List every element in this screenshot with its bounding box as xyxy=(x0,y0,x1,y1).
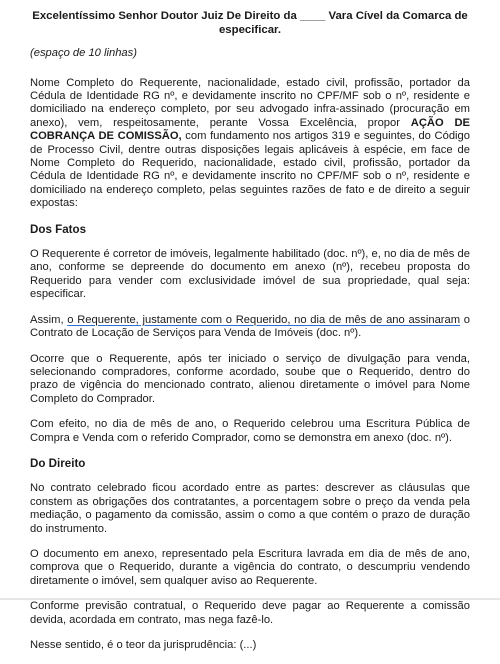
intro-paragraph xyxy=(30,77,470,211)
facts-p2-start: Assim, xyxy=(30,313,68,326)
law-paragraph-1: No contrato celebrado ficou acordado entre as partes: descrever as cláusulas que constem as obrigações dos contratantes, a porcentagem sobre o preço da venda pela mediação, o pagamento da comissão, assim o como a que contém o prazo de duração do instrumento. xyxy=(30,482,470,535)
facts-p2-highlight: o Requerente, justamente com o Requerido, no dia de mês de ano assinaram xyxy=(67,313,461,326)
facts-p2-end: o Contrato de Locação de Serviços para Venda de Imóveis (doc. nº). xyxy=(30,313,470,340)
facts-paragraph-2 xyxy=(30,314,470,341)
intro-text-end: com fundamento nos artigos 319 e seguintes, do Código de Processo Civil, dentre outras disposições legais aplicáveis à espécie, em face de Nome Completo do Requerido, nacionalidade, estado civil, profissão, portador da Cédula de Identidade RG nº, e devidamente inscrito no CPF/MF sob o nº, residente e domiciliado na endereço completo, pelas seguintes razões de fato e de direito a seguir expostas: xyxy=(30,130,470,210)
law-paragraph-2: O documento em anexo, representado pela Escritura lavrada em dia de mês de ano, comprova que o Requerido, durante a vigência do contrato, o descumpriu vendendo diretamente o imóvel, sem qualquer aviso ao Requerente. xyxy=(30,547,470,587)
petition-body xyxy=(30,10,470,664)
law-paragraph-4: Nesse sentido, é o teor da jurisprudência: (...) xyxy=(30,639,257,651)
facts-paragraph-3: Ocorre que o Requerente, após ter iniciado o serviço de divulgação para venda, selecionando compradores, conforme acordado, soube que o Requerido, dentro do prazo de vigência do mencionado contrato, alienou diretamente o imóvel para Nome Completo do Comprador. xyxy=(30,352,470,405)
facts-paragraph-4: Com efeito, no dia de mês de ano, o Requerido celebrou uma Escritura Pública de Compra e Venda com o referido Comprador, como se demonstra em anexo (doc. nº). xyxy=(30,418,470,444)
spacing-note: (espaço de 10 linhas) xyxy=(30,47,137,60)
petition-heading: Excelentíssimo Senhor Doutor Juiz De Direito da ____ Vara Cível da Comarca de especificar. xyxy=(32,10,468,36)
facts-section-title: Dos Fatos xyxy=(30,222,87,236)
facts-paragraph-1: O Requerente é corretor de imóveis, legalmente habilitado (doc. nº), e, no dia de mês de ano, conforme se depreende do documento em anexo (nº), recebeu proposta do Requerido para vender com exclusividade imóvel de sua propriedade, qual seja: especificar. xyxy=(30,248,470,301)
law-section-title: Do Direito xyxy=(30,456,86,470)
action-name: AÇÃO DE COBRANÇA DE COMISSÃO, xyxy=(30,116,471,143)
intro-text-start: Nome Completo do Requerente, nacionalidade, estado civil, profissão, portador da Cédula de Identidade RG nº, e devidamente inscrito no CPF/MF sob o nº, residente e domiciliado na endereço completo, por seu advogado infra-assinado (procuração em anexo), vem, respeitosamente, perante Vossa Excelência, propor xyxy=(30,76,470,129)
law-paragraph-3: Conforme previsão contratual, o Requerido deve pagar ao Requerente a comissão devida, acordada em contrato, mas nega fazê-lo. xyxy=(30,600,470,626)
